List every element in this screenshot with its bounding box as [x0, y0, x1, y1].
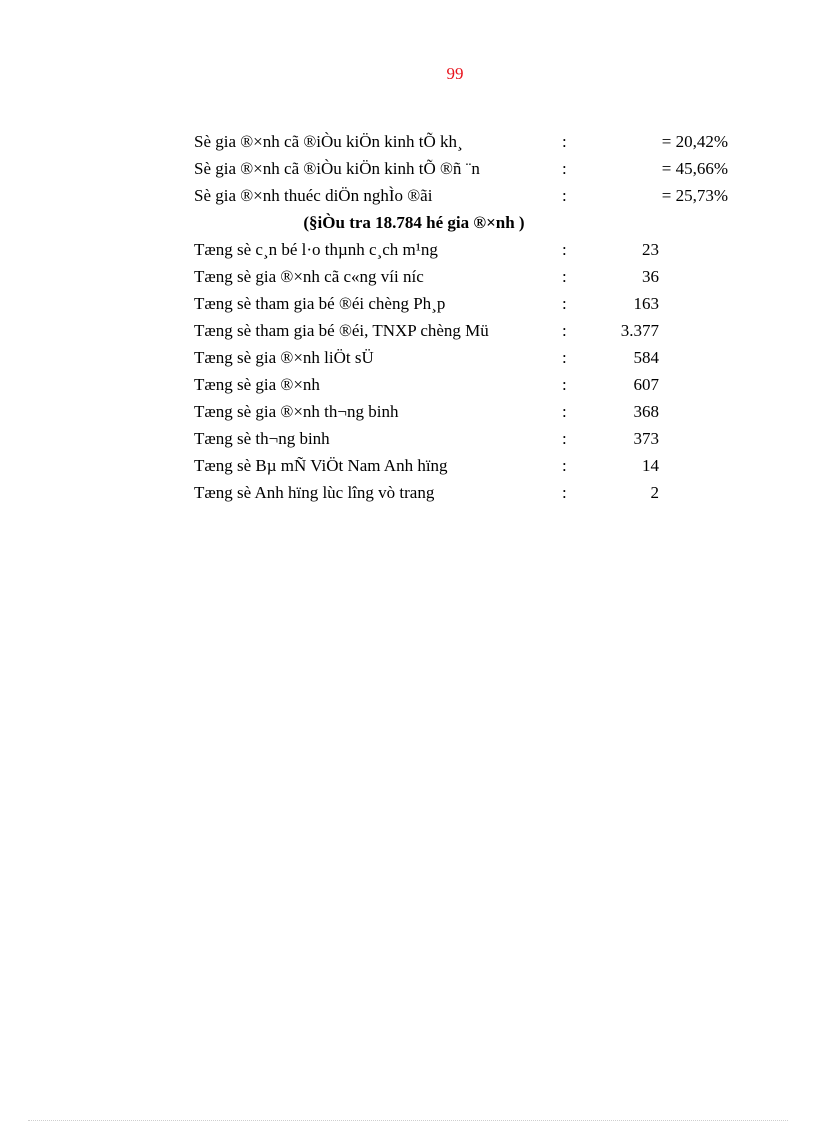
count-row — [194, 452, 754, 479]
row-colon: : — [562, 456, 567, 475]
row-value: 23 — [642, 240, 659, 259]
row-label: Tæng sè gia ®×nh liÖt sÜ — [194, 348, 374, 367]
row-colon: : — [562, 429, 567, 448]
count-row — [194, 371, 754, 398]
row-colon: : — [562, 240, 567, 259]
percent-row — [194, 128, 754, 155]
count-row — [194, 290, 754, 317]
row-value: 3.377 — [620, 321, 659, 340]
row-colon: : — [562, 402, 567, 421]
count-row — [194, 398, 754, 425]
percent-row — [194, 155, 754, 182]
row-label: Tæng sè gia ®×nh cã c«ng víi níc — [194, 267, 424, 286]
count-row — [194, 479, 754, 506]
row-colon: : — [562, 132, 567, 151]
row-value: 368 — [633, 402, 659, 421]
row-label: Sè gia ®×nh thuéc diÖn nghÌo ®ãi — [194, 186, 433, 205]
row-label: Tæng sè tham gia bé ®éi chèng Ph¸p — [194, 294, 446, 313]
row-label: Sè gia ®×nh cã ®iÒu kiÖn kinh tÕ ®ñ ¨n — [194, 159, 480, 178]
row-colon: : — [562, 321, 567, 340]
page-bottom-divider — [28, 1120, 788, 1121]
row-label: Tæng sè c¸n bé l·o thµnh c¸ch m¹ng — [194, 240, 438, 259]
row-value: = 20,42% — [661, 132, 728, 151]
row-colon: : — [562, 186, 567, 205]
row-value: 163 — [633, 294, 659, 313]
row-label: Tæng sè gia ®×nh th¬ng binh — [194, 402, 399, 421]
count-row — [194, 425, 754, 452]
row-label: Tæng sè gia ®×nh — [194, 375, 320, 394]
row-label: Tæng sè tham gia bé ®éi, TNXP chèng Mü — [194, 321, 489, 340]
row-label: Tæng sè th¬ng binh — [194, 429, 330, 448]
row-value: 373 — [633, 429, 659, 448]
row-value: 14 — [642, 456, 659, 475]
statistics-block — [194, 128, 754, 506]
count-row — [194, 263, 754, 290]
survey-heading: (§iÒu tra 18.784 hé gia ®×nh ) — [303, 213, 525, 232]
row-value: 607 — [633, 375, 659, 394]
row-value: 36 — [642, 267, 659, 286]
row-value: 2 — [650, 483, 659, 502]
row-colon: : — [562, 375, 567, 394]
count-row — [194, 344, 754, 371]
count-row — [194, 236, 754, 263]
row-colon: : — [562, 159, 567, 178]
row-colon: : — [562, 267, 567, 286]
row-colon: : — [562, 483, 567, 502]
count-row — [194, 317, 754, 344]
row-colon: : — [562, 348, 567, 367]
row-value: = 45,66% — [661, 159, 728, 178]
row-value: 584 — [633, 348, 659, 367]
row-value: = 25,73% — [661, 186, 728, 205]
row-colon: : — [562, 294, 567, 313]
row-label: Sè gia ®×nh cã ®iÒu kiÖn kinh tÕ kh¸ — [194, 132, 463, 151]
row-label: Tæng sè Anh hïng lùc lîng vò trang — [194, 483, 435, 502]
page-number: 99 — [446, 64, 464, 83]
row-label: Tæng sè Bµ mÑ ViÖt Nam Anh hïng — [194, 456, 448, 475]
percent-row — [194, 182, 754, 209]
